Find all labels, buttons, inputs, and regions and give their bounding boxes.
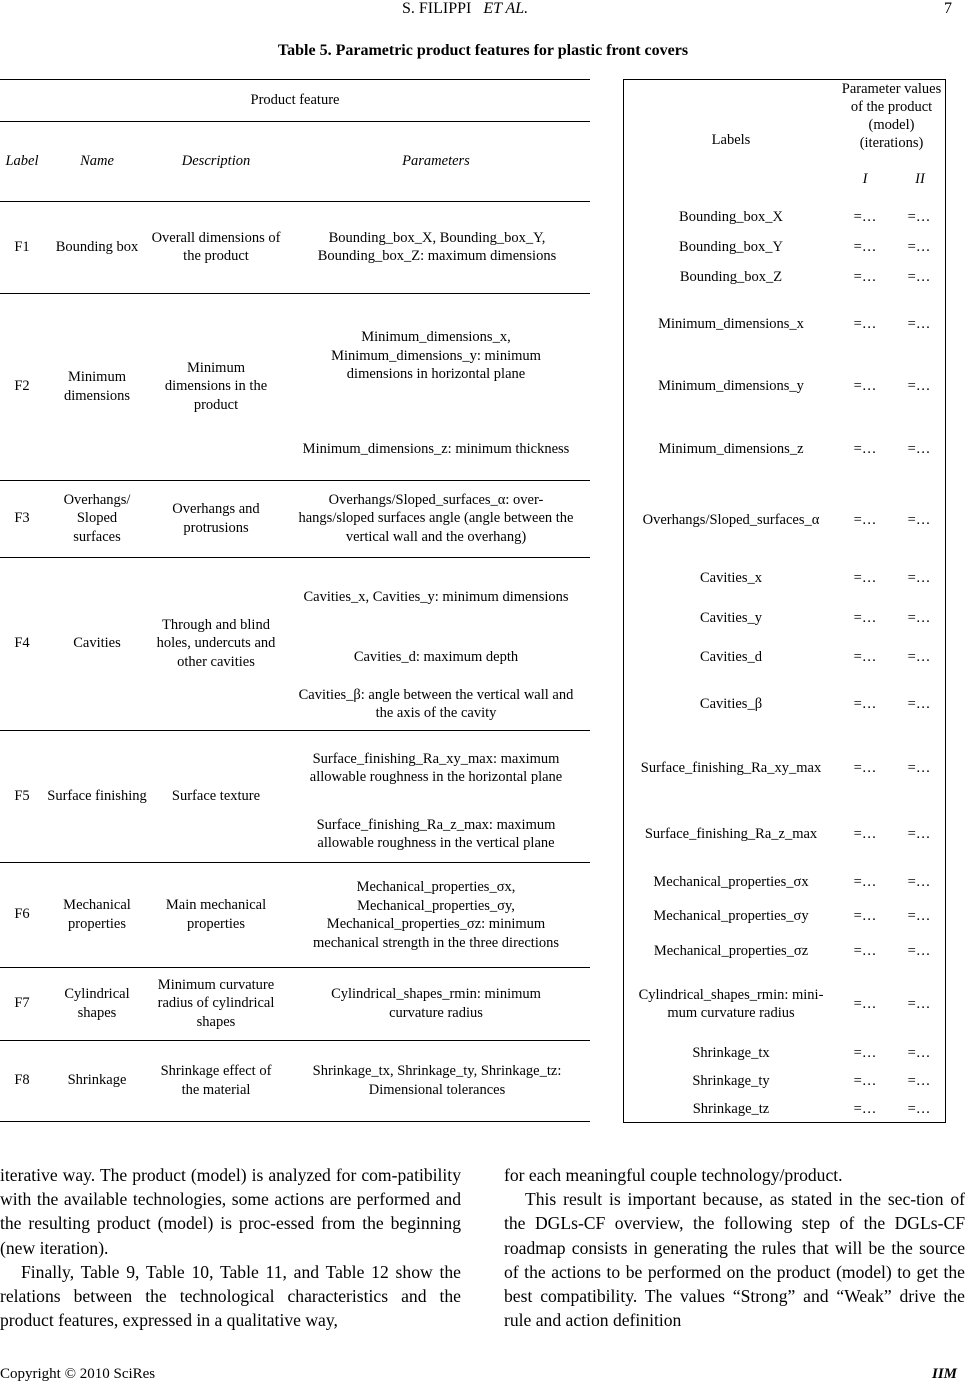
body-right-column [504, 1163, 965, 1332]
paragraph: Finally, Table 9, Table 10, Table 11, and Table 12 show the relations between the technological characteristics and the product features, expressed in a qualitative way, [0, 1261, 461, 1331]
rule-row [0, 480, 590, 481]
row-name: Bounding box [55, 238, 139, 255]
value-iteration-2: =… [907, 238, 931, 255]
value-iteration-1: =… [853, 695, 877, 712]
row-parameters: Overhangs/Sloped_surfaces_α: over-hangs/sloped surfaces angle (angle between the vertical wall and the overhang) [298, 491, 574, 545]
col-header-description: Description [181, 152, 251, 169]
header-et-al: ET AL. [483, 0, 529, 17]
row-name: Mechanical properties [63, 897, 131, 932]
rule-row [0, 967, 590, 968]
value-iteration-2: =… [907, 873, 931, 890]
row-description: Surface texture [171, 787, 261, 804]
row-name: Minimum dimensions [63, 369, 131, 404]
value-iteration-1: =… [853, 208, 877, 225]
param-label: Cavities_β [699, 695, 763, 712]
rule-row [0, 862, 590, 863]
col-header-label: Label [5, 152, 39, 169]
row-description: Through and blind holes, undercuts and other cavities [156, 616, 276, 670]
paragraph: This result is important because, as stated in the sec-tion of the DGLs-CF overview, the following step of the DGLs-CF roadmap consists in generating the rules that will be the source of the actions to be performed on the product (model) to get the best compatibility. The values “Strong” and “Weak” drive the rule and action definition [504, 1189, 965, 1331]
param-label: Bounding_box_Y [679, 238, 783, 255]
value-iteration-1: =… [853, 825, 877, 842]
param-label: Shrinkage_tx [692, 1044, 770, 1061]
body-left-column [0, 1163, 461, 1332]
row-description: Minimum dimensions in the product [164, 359, 268, 413]
iteration-header-1: I [862, 170, 868, 187]
row-parameters: Minimum_dimensions_x, Minimum_dimensions_y: minimum dimensions in horizontal plane [331, 329, 541, 383]
row-description: Main mechanical properties [165, 897, 267, 932]
value-iteration-2: =… [907, 511, 931, 528]
param-label: Surface_finishing_Ra_z_max [644, 825, 818, 842]
value-iteration-2: =… [907, 569, 931, 586]
paragraph: iterative way. The product (model) is analyzed for com-patibility with the available technologies, some actions are performed and the resulting product (model) is proc-essed from the beginning (new iteration). [0, 1165, 461, 1258]
header-authors: S. FILIPPI [402, 0, 472, 17]
table-caption: Table 5. Parametric product features for plastic front covers [277, 42, 689, 59]
value-iteration-1: =… [853, 377, 877, 394]
value-iteration-1: =… [853, 907, 877, 924]
paragraph: for each meaningful couple technology/product. [504, 1165, 843, 1185]
value-iteration-1: =… [853, 759, 877, 776]
row-label: F6 [14, 906, 30, 923]
value-iteration-2: =… [907, 1044, 931, 1061]
row-label: F7 [14, 995, 30, 1012]
value-iteration-1: =… [853, 511, 877, 528]
value-iteration-2: =… [907, 1100, 931, 1117]
rule-row [0, 557, 590, 558]
value-iteration-2: =… [907, 759, 931, 776]
row-name: Surface finishing [47, 787, 147, 804]
rule-header [0, 201, 590, 202]
param-label: Cavities_x [699, 569, 763, 586]
col-header-parameters: Parameters [402, 152, 470, 169]
row-name: Cylindrical shapes [64, 986, 130, 1021]
param-label: Minimum_dimensions_z [658, 440, 804, 457]
row-parameters: Cavities_x, Cavities_y: minimum dimensions [303, 588, 569, 605]
rule-row [0, 1040, 590, 1041]
row-name: Cavities [73, 635, 121, 652]
row-description: Overhangs and protrusions [172, 501, 260, 536]
param-label: Mechanical_properties_σz [653, 942, 809, 959]
value-iteration-1: =… [853, 609, 877, 626]
value-iteration-2: =… [907, 648, 931, 665]
row-description: Minimum curvature radius of cylindrical shapes [157, 976, 275, 1030]
value-iteration-2: =… [907, 942, 931, 959]
value-iteration-1: =… [853, 440, 877, 457]
value-iteration-1: =… [853, 315, 877, 332]
param-label: Bounding_box_Z [679, 268, 783, 285]
row-name: Shrinkage [67, 1072, 127, 1089]
value-iteration-1: =… [853, 1072, 877, 1089]
row-parameters: Bounding_box_X, Bounding_box_Y, Bounding_box_Z: maximum dimensions [317, 229, 557, 264]
row-description: Overall dimensions of the product [151, 229, 281, 264]
group-header: Product feature [250, 91, 340, 108]
param-label: Surface_finishing_Ra_xy_max [640, 759, 822, 776]
row-parameters: Cylindrical_shapes_rmin: minimum curvature radius [331, 986, 541, 1021]
value-iteration-2: =… [907, 315, 931, 332]
param-label: Bounding_box_X [679, 208, 783, 225]
value-iteration-1: =… [853, 268, 877, 285]
rule-right [945, 79, 946, 1123]
value-iteration-1: =… [853, 569, 877, 586]
value-iteration-1: =… [853, 238, 877, 255]
iteration-header-2: II [915, 170, 925, 187]
rule-group [0, 121, 590, 122]
row-label: F1 [14, 238, 30, 255]
value-iteration-2: =… [907, 208, 931, 225]
row-label: F4 [14, 635, 30, 652]
param-label: Cavities_d [699, 648, 763, 665]
param-label: Cylindrical_shapes_rmin: mini-mum curvature radius [638, 986, 824, 1021]
value-iteration-1: =… [853, 648, 877, 665]
row-parameters: Surface_finishing_Ra_z_max: maximum allowable roughness in the vertical plane [316, 816, 556, 851]
rule-bottom [0, 1121, 590, 1122]
row-description: Shrinkage effect of the material [160, 1063, 272, 1098]
param-label: Minimum_dimensions_y [658, 377, 804, 394]
row-parameters: Minimum_dimensions_z: minimum thickness [302, 440, 570, 457]
value-iteration-2: =… [907, 907, 931, 924]
row-parameters: Shrinkage_tx, Shrinkage_ty, Shrinkage_tz: Dimensional tolerances [312, 1063, 562, 1098]
value-iteration-2: =… [907, 609, 931, 626]
values-header: Parameter values of the product (model) (iterations) [841, 81, 942, 151]
row-parameters: Cavities_β: angle between the vertical wall and the axis of the cavity [298, 686, 574, 721]
rule-row [0, 293, 590, 294]
param-label: Shrinkage_tz [692, 1100, 770, 1117]
footer-copyright: Copyright © 2010 SciRes [0, 1366, 156, 1382]
running-header [402, 0, 528, 18]
row-parameters: Cavities_d: maximum depth [353, 648, 519, 665]
row-name: Overhangs/ Sloped surfaces [63, 491, 131, 545]
labels-header: Labels [711, 131, 751, 148]
value-iteration-2: =… [907, 995, 931, 1012]
value-iteration-2: =… [907, 377, 931, 394]
col-header-name: Name [80, 152, 114, 169]
param-label: Cavities_y [699, 609, 763, 626]
row-label: F5 [14, 787, 30, 804]
value-iteration-2: =… [907, 825, 931, 842]
param-label: Shrinkage_ty [692, 1072, 770, 1089]
param-label: Minimum_dimensions_x [658, 315, 804, 332]
row-label: F8 [14, 1072, 30, 1089]
value-iteration-1: =… [853, 995, 877, 1012]
row-parameters: Surface_finishing_Ra_xy_max: maximum allowable roughness in the horizontal plane [309, 750, 563, 785]
row-label: F2 [14, 378, 30, 395]
footer-journal: IIM [932, 1366, 958, 1382]
value-iteration-2: =… [907, 440, 931, 457]
param-label: Mechanical_properties_σx [653, 873, 809, 890]
param-label: Mechanical_properties_σy [653, 907, 809, 924]
value-iteration-2: =… [907, 268, 931, 285]
param-label: Overhangs/Sloped_surfaces_α [642, 511, 820, 528]
value-iteration-1: =… [853, 1100, 877, 1117]
value-iteration-2: =… [907, 695, 931, 712]
value-iteration-2: =… [907, 1072, 931, 1089]
value-iteration-1: =… [853, 873, 877, 890]
value-iteration-1: =… [853, 942, 877, 959]
row-parameters: Mechanical_properties_σx, Mechanical_properties_σy, Mechanical_properties_σz: minimum mechanical strength in the three directions [312, 879, 559, 951]
value-iteration-1: =… [853, 1044, 877, 1061]
rule-top [0, 79, 590, 80]
page-number: 7 [944, 0, 952, 17]
rule-row [0, 730, 590, 731]
row-label: F3 [14, 510, 30, 527]
